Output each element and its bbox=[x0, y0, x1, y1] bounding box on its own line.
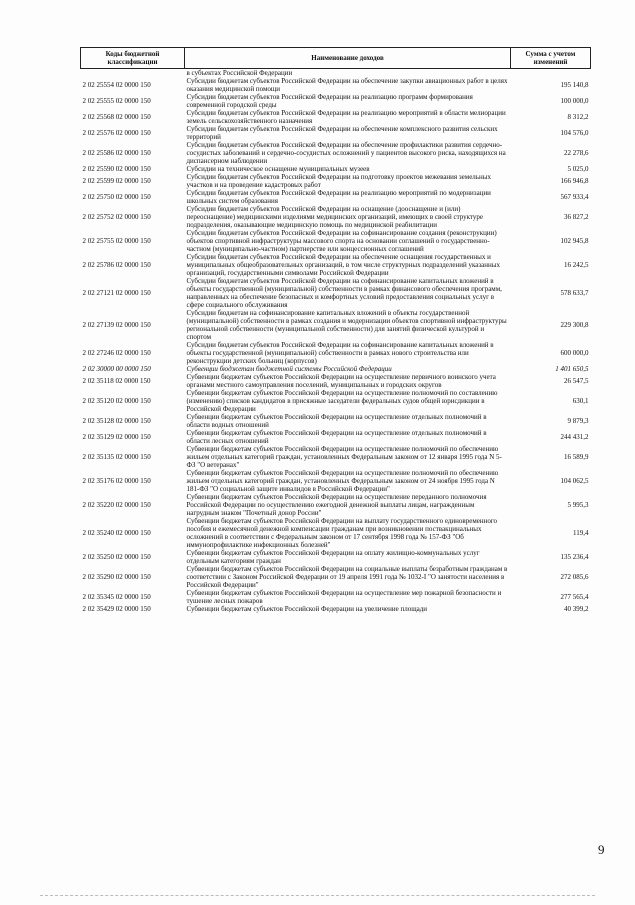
row-code-cell: 2 02 35250 02 0000 150 bbox=[82, 553, 151, 561]
row-name-cell: Субсидии бюджетам субъектов Российской Федерации на обеспечение комплексного развития сельских территорий bbox=[186, 125, 498, 141]
table-row bbox=[81, 341, 591, 365]
row-name-cell: Субсидии бюджетам субъектов Российской Федерации на реализацию программ формирования современной городской среды bbox=[186, 93, 473, 109]
row-code-cell: 2 02 25554 02 0000 150 bbox=[82, 81, 151, 89]
row-name-cell: Субвенции бюджетам субъектов Российской Федерации на осуществление полномочий по обеспечению жильем отдельных категорий граждан, установленных Федеральным законом от 12 января 1995 года N 5-ФЗ "О ветеранах" bbox=[186, 445, 502, 469]
row-code-cell: 2 02 25568 02 0000 150 bbox=[82, 113, 151, 121]
row-sum-cell: 600 000,0 bbox=[560, 349, 589, 357]
row-name-cell: Субсидии бюджетам субъектов Российской Федерации на софинансирование капитальных вложений в объекты государственной (муниципальной) собственности в рамках нового строительства или реконструкции детских больниц (корпусов) bbox=[186, 341, 494, 365]
row-code-cell: 2 02 35120 02 0000 150 bbox=[82, 397, 151, 405]
row-code-cell: 2 02 25755 02 0000 150 bbox=[82, 237, 151, 245]
row-name-cell: Субсидии бюджетам субъектов Российской Федерации на обеспечение закупки авиационных работ в целях оказания медицинской помощи bbox=[186, 77, 508, 93]
row-code-cell: 2 02 25555 02 0000 150 bbox=[82, 97, 151, 105]
row-code-cell: 2 02 35429 02 0000 150 bbox=[82, 605, 151, 613]
table-row bbox=[81, 309, 591, 341]
table-row bbox=[81, 365, 591, 373]
row-code-cell bbox=[81, 69, 185, 78]
row-sum-cell bbox=[511, 69, 591, 78]
row-code-cell: 2 02 35118 02 0000 150 bbox=[82, 377, 151, 385]
row-sum-cell: 135 236,4 bbox=[560, 553, 589, 561]
row-code-cell: 2 02 35220 02 0000 150 bbox=[82, 501, 151, 509]
row-code-cell: 2 02 35290 02 0000 150 bbox=[82, 573, 151, 581]
row-sum-cell: 104 576,0 bbox=[560, 129, 589, 137]
row-name-cell: Субсидии бюджетам субъектов Российской Федерации на софинансирование капитальных вложений в объекты государственной (муниципальной) собственности в рамках финансового обеспечения программ, направленных на обеспечение безопасных и комфортных условий предоставления социальных услуг в сфере социального обслуживания bbox=[186, 277, 502, 309]
row-code-cell: 2 02 27121 02 0000 150 bbox=[82, 289, 151, 297]
row-name-cell: Субвенции бюджетам субъектов Российской Федерации на осуществление мер пожарной безопасности и тушение лесных пожаров bbox=[186, 589, 502, 605]
page-number: 9 bbox=[598, 842, 605, 857]
table-row bbox=[81, 229, 591, 253]
row-name-cell: Субвенции бюджетам субъектов Российской Федерации на осуществление переданного полномочия Российской Федерации по осуществлению ежегодной денежной выплаты лицам, награжденным нагрудным знаком "Почетный донор России" bbox=[186, 493, 487, 517]
table-row bbox=[81, 565, 591, 589]
header-name: Наименование доходов bbox=[185, 48, 511, 69]
row-name-cell: Субсидии бюджетам субъектов Российской Федерации на реализацию мероприятий по модернизации школьных систем образования bbox=[186, 189, 491, 205]
table-row bbox=[81, 141, 591, 165]
table-row bbox=[81, 173, 591, 189]
row-sum-cell: 1 401 650,5 bbox=[555, 365, 589, 373]
row-sum-cell: 104 062,5 bbox=[560, 477, 589, 485]
table-row bbox=[81, 413, 591, 429]
row-sum-cell: 119,4 bbox=[573, 529, 589, 537]
row-sum-cell: 22 278,6 bbox=[564, 149, 589, 157]
table-row bbox=[81, 253, 591, 277]
row-name-cell: Субвенции бюджетам субъектов Российской Федерации на осуществление отдельных полномочий в области лесных отношений bbox=[186, 429, 487, 445]
table-row bbox=[81, 125, 591, 141]
table-row bbox=[81, 205, 591, 229]
row-sum-cell: 8 312,2 bbox=[567, 113, 589, 121]
row-code-cell: 2 02 35176 02 0000 150 bbox=[82, 477, 151, 485]
table-row bbox=[81, 605, 591, 613]
table-row bbox=[81, 589, 591, 605]
row-sum-cell: 16 589,9 bbox=[564, 453, 589, 461]
row-code-cell: 2 02 25752 02 0000 150 bbox=[82, 213, 151, 221]
row-name-cell: Субвенции бюджетам субъектов Российской Федерации на осуществление первичного воинского учета органами местного самоуправления поселений, муниципальных и городских округов bbox=[186, 373, 496, 389]
row-code-cell: 2 02 25586 02 0000 150 bbox=[82, 149, 151, 157]
header-sum: Сумма с учетом изменений bbox=[511, 48, 591, 69]
row-code-cell: 2 02 25590 02 0000 150 bbox=[82, 165, 151, 173]
row-sum-cell: 26 547,5 bbox=[564, 377, 589, 385]
row-name-cell: Субсидии бюджетам субъектов Российской Федерации на обеспечение оснащения государственных и муниципальных общеобразовательных организаций, в том числе структурных подразделений указанных организаций, государственными символами Российской Федерации bbox=[186, 253, 500, 277]
row-code-cell: 2 02 30000 00 0000 150 bbox=[82, 365, 151, 373]
table-row bbox=[81, 69, 591, 78]
row-sum-cell: 229 300,8 bbox=[560, 321, 589, 329]
table-row bbox=[81, 77, 591, 93]
table-row bbox=[81, 389, 591, 413]
table-row bbox=[81, 373, 591, 389]
row-name-cell: Субсидии бюджетам на софинансирование капитальных вложений в объекты государственной (муниципальной) собственности в рамках создания и модернизации объектов спортивной инфраструктуры региональной собственности (муниципальной собственности) для занятий физической культурой и спортом bbox=[186, 309, 507, 341]
row-sum-cell: 40 399,2 bbox=[564, 605, 589, 613]
row-sum-cell: 166 946,8 bbox=[560, 177, 589, 185]
table-row bbox=[81, 517, 591, 549]
table-row bbox=[81, 277, 591, 309]
row-name-cell: Субвенции бюджетам субъектов Российской Федерации на увеличение площади bbox=[186, 605, 428, 613]
row-name-cell: Субсидии бюджетам субъектов Российской Федерации на оснащение (дооснащение и (или) переоснащение) медицинскими изделиями медицинских организаций, имеющих в своей структуре подразделения, оказывающие медицинскую помощь по медицинской реабилитации bbox=[186, 205, 484, 229]
table-row bbox=[81, 165, 591, 173]
row-sum-cell: 5 995,3 bbox=[567, 501, 589, 509]
row-sum-cell: 578 633,7 bbox=[560, 289, 589, 297]
row-code-cell: 2 02 35345 02 0000 150 bbox=[82, 593, 151, 601]
row-name-cell: Субвенции бюджетам субъектов Российской Федерации на оплату жилищно-коммунальных услуг отдельным категориям граждан bbox=[186, 549, 480, 565]
row-name-cell: Субсидии на техническое оснащение муниципальных музеев bbox=[186, 165, 370, 173]
row-code-cell: 2 02 25576 02 0000 150 bbox=[82, 129, 151, 137]
row-name-cell: Субсидии бюджетам субъектов Российской Федерации на обеспечение профилактики развития сердечно-сосудистых заболеваний и сердечно-сосудистых осложнений у пациентов высокого риска, находящихся на диспансерном наблюдении bbox=[186, 141, 506, 165]
table-row bbox=[81, 429, 591, 445]
row-sum-cell: 100 000,0 bbox=[560, 97, 589, 105]
row-sum-cell: 36 827,2 bbox=[564, 213, 589, 221]
table-row bbox=[81, 445, 591, 469]
row-sum-cell: 16 242,5 bbox=[564, 261, 589, 269]
row-name-cell: Субвенции бюджетам субъектов Российской Федерации на социальные выплаты безработным гражданам в соответствии с Законом Российской Федерации от 19 апреля 1991 года № 1032-I "О занятости населения в Российской Федерации" bbox=[186, 565, 508, 589]
header-code: Коды бюджетной классификации bbox=[81, 48, 185, 69]
row-sum-cell: 195 140,8 bbox=[560, 81, 589, 89]
row-sum-cell: 5 025,0 bbox=[567, 165, 589, 173]
row-name-cell: Субвенции бюджетам субъектов Российской Федерации на выплату государственного единовременного пособия и ежемесячной денежной компенсации гражданам при возникновении поствакцинальных осложнений в соответствии с Федеральным законом от 17 сентября 1998 года № 157-ФЗ "Об иммунопрофилактике инфекционных болезней" bbox=[186, 517, 498, 549]
table-row bbox=[81, 469, 591, 493]
row-sum-cell: 630,1 bbox=[572, 397, 589, 405]
table-row bbox=[81, 189, 591, 205]
row-code-cell: 2 02 25786 02 0000 150 bbox=[82, 261, 151, 269]
row-name-cell: Субвенции бюджетам субъектов Российской Федерации на осуществление полномочий по составлению (изменению) списков кандидатов в присяжные заседатели федеральных судов общей юрисдикции в Российской Федерации bbox=[186, 389, 498, 413]
row-sum-cell: 102 945,8 bbox=[560, 237, 589, 245]
table-row bbox=[81, 493, 591, 517]
table-row bbox=[81, 549, 591, 565]
row-sum-cell: 9 879,3 bbox=[567, 417, 589, 425]
row-name-cell: Субсидии бюджетам субъектов Российской Федерации на подготовку проектов межевания земельных участков и на проведение кадастровых работ bbox=[186, 173, 491, 189]
row-name-cell: в субъектах Российской Федерации bbox=[186, 69, 293, 77]
row-code-cell: 2 02 35129 02 0000 150 bbox=[82, 433, 151, 441]
row-code-cell: 2 02 25750 02 0000 150 bbox=[82, 193, 151, 201]
row-name-cell: Субвенции бюджетам бюджетной системы Российской Федерации bbox=[186, 365, 392, 373]
row-name-cell: Субвенции бюджетам субъектов Российской Федерации на осуществление отдельных полномочий в области водных отношений bbox=[186, 413, 487, 429]
table-row bbox=[81, 93, 591, 109]
row-code-cell: 2 02 35128 02 0000 150 bbox=[82, 417, 151, 425]
row-name-cell: Субсидии бюджетам субъектов Российской Федерации на софинансирование создания (реконструкции) объектов спортивной инфраструктуры массового спорта на основании соглашений о государственно-частном (муниципально-частном) партнерстве или концессионных соглашений bbox=[186, 229, 497, 253]
row-code-cell: 2 02 27246 02 0000 150 bbox=[82, 349, 151, 357]
row-name-cell: Субвенции бюджетам субъектов Российской Федерации на осуществление полномочий по обеспечению жильем отдельных категорий граждан, установленных Федеральным законом от 24 ноября 1995 года N 181-ФЗ "О социальной защите инвалидов в Российской Федерации" bbox=[186, 469, 499, 493]
row-sum-cell: 272 085,6 bbox=[560, 573, 589, 581]
table-row bbox=[81, 109, 591, 125]
row-code-cell: 2 02 25599 02 0000 150 bbox=[82, 177, 151, 185]
row-sum-cell: 277 565,4 bbox=[560, 593, 589, 601]
bottom-divider bbox=[40, 895, 595, 896]
row-sum-cell: 244 431,2 bbox=[560, 433, 589, 441]
row-code-cell: 2 02 27139 02 0000 150 bbox=[82, 321, 151, 329]
table-header-row bbox=[81, 48, 591, 69]
budget-revenue-table bbox=[80, 47, 591, 613]
row-name-cell: Субсидии бюджетам субъектов Российской Федерации на реализацию мероприятий в области мелиорации земель сельскохозяйственного назначения bbox=[186, 109, 506, 125]
table-body bbox=[81, 69, 591, 614]
row-code-cell: 2 02 35135 02 0000 150 bbox=[82, 453, 151, 461]
row-sum-cell: 567 933,4 bbox=[560, 193, 589, 201]
row-code-cell: 2 02 35240 02 0000 150 bbox=[82, 529, 151, 537]
